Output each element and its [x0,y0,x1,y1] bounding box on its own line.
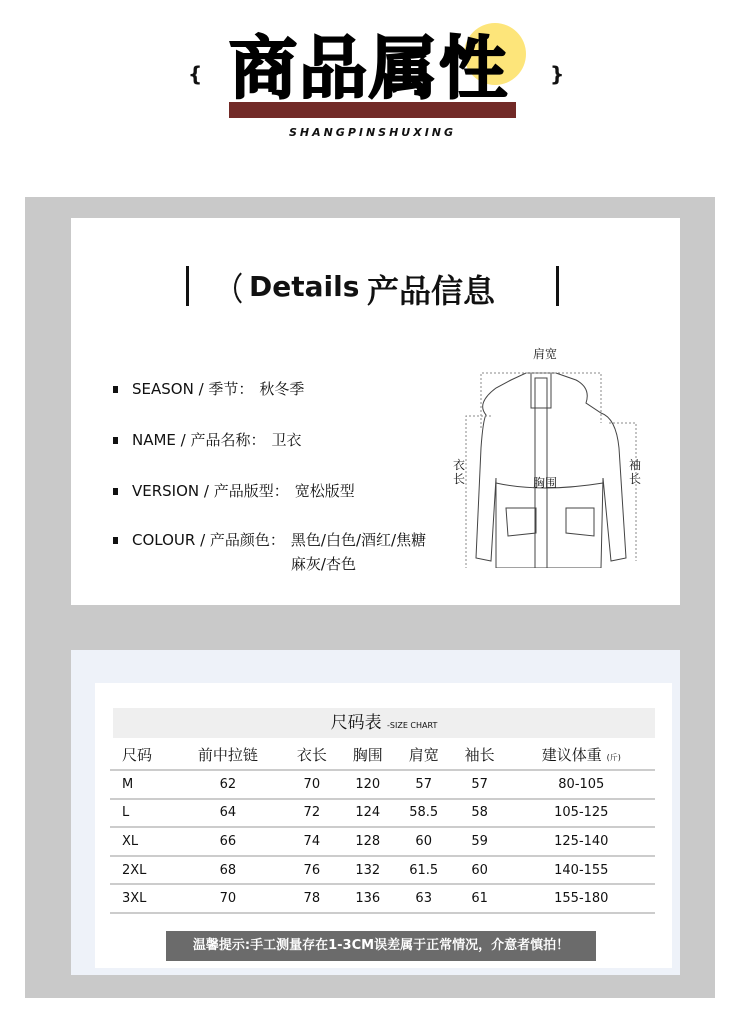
table-cell: 68 [172,856,284,885]
table-cell: 72 [284,799,340,828]
table-header: 尺码 前中拉链 衣长 胸围 肩宽 袖长 建议体重 (斤) [110,740,655,770]
size-table [110,740,655,914]
brace-left: { [188,62,203,86]
table-cell: 76 [284,856,340,885]
attr-season: SEASON / 季节： 秋冬季 [113,380,304,401]
details-title-cn: 产品信息 [367,272,496,310]
table-cell: 58.5 [396,799,452,828]
table-cell: 3XL [110,884,172,913]
table-cell: 125-140 [508,827,655,856]
measurement-tip: 温馨提示:手工测量存在1-3CM误差属于正常情况，介意者慎拍！ [166,931,596,961]
brace-right: } [550,62,565,86]
table-cell: 120 [340,770,396,799]
table-cell: 140-155 [508,856,655,885]
table-cell: 60 [396,827,452,856]
table-cell: 57 [452,770,508,799]
divider [556,266,559,306]
page-subtitle: SHANGPINSHUXING [288,126,457,139]
table-cell: 58 [452,799,508,828]
attr-version: VERSION / 产品版型： 宽松版型 [113,482,355,503]
table-cell: 66 [172,827,284,856]
table-cell: 155-180 [508,884,655,913]
table-cell: 132 [340,856,396,885]
table-cell: 61.5 [396,856,452,885]
details-title-en: Details [249,270,360,303]
table-cell: 63 [396,884,452,913]
table-row [110,799,655,828]
bullet-icon [113,386,118,393]
table-cell: 78 [284,884,340,913]
table-cell: 136 [340,884,396,913]
label-shoulder: 肩宽 [533,347,558,361]
label-length: 衣 长 [453,458,466,486]
attr-colour: COLOUR / 产品颜色： 黑色/白色/酒红/焦糖 麻灰/杏色 [113,531,426,576]
divider [186,266,189,306]
table-cell: 124 [340,799,396,828]
table-row [110,884,655,913]
table-cell: 64 [172,799,284,828]
label-chest: 胸围 [533,476,558,490]
table-cell: 80-105 [508,770,655,799]
table-cell: 2XL [110,856,172,885]
page-title: 商品属性 [229,30,510,109]
table-row [110,856,655,885]
label-sleeve: 袖 长 [629,458,642,486]
table-row [110,827,655,856]
bullet-icon [113,537,118,544]
details-card [71,218,680,605]
bullet-icon [113,437,118,444]
table-cell: XL [110,827,172,856]
table-cell: 128 [340,827,396,856]
table-cell: M [110,770,172,799]
jacket-diagram [451,358,651,568]
table-cell: 70 [284,770,340,799]
size-chart-title: 尺码表 -SIZE CHART [113,708,655,738]
bullet-icon [113,488,118,495]
table-cell: 60 [452,856,508,885]
table-cell: L [110,799,172,828]
table-cell: 61 [452,884,508,913]
table-cell: 70 [172,884,284,913]
attr-name: NAME / 产品名称： 卫衣 [113,431,302,452]
table-cell: 62 [172,770,284,799]
table-cell: 105-125 [508,799,655,828]
table-cell: 57 [396,770,452,799]
table-cell: 59 [452,827,508,856]
table-cell: 74 [284,827,340,856]
table-row [110,770,655,799]
